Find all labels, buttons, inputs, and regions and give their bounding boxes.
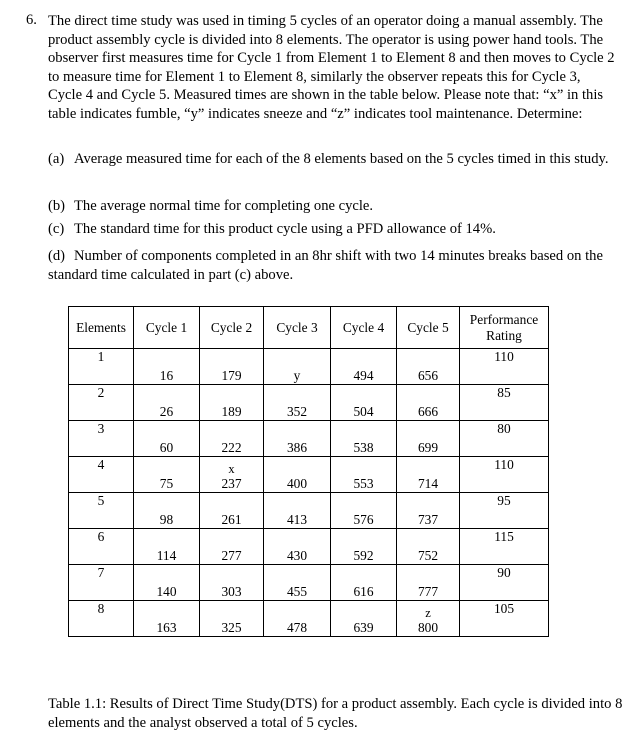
performance-rating-cell: 115 xyxy=(460,529,549,565)
header-cycle-2: Cycle 2 xyxy=(200,307,264,349)
cycle-3-value: 478 xyxy=(286,620,308,635)
cycle-2-value: 237 xyxy=(221,476,242,491)
cycle-5-cell xyxy=(397,529,460,565)
cycle-1-cell xyxy=(134,601,200,637)
part-c xyxy=(48,220,623,239)
cycle-4-cell xyxy=(331,601,397,637)
cycle-5-note: z xyxy=(425,606,431,620)
cycle-4-value: 538 xyxy=(353,440,374,455)
cycle-5-cell xyxy=(397,493,460,529)
cycle-4-value: 592 xyxy=(353,548,374,563)
cycle-4-value: 576 xyxy=(353,512,374,527)
table-header-row xyxy=(69,307,549,349)
cycle-3-value: 413 xyxy=(286,512,308,527)
cycle-2-cell xyxy=(200,601,264,637)
cycle-4-value: 494 xyxy=(353,368,374,383)
cycle-3-cell xyxy=(264,385,331,421)
cycle-3-cell xyxy=(264,349,331,385)
table-row xyxy=(69,493,549,529)
cycle-5-value: 800 xyxy=(417,620,439,635)
cycle-3-value: 455 xyxy=(286,584,308,599)
cycle-3-cell xyxy=(264,601,331,637)
cycle-4-cell xyxy=(331,529,397,565)
cycle-2-value: 222 xyxy=(221,440,242,455)
table-row xyxy=(69,385,549,421)
cycle-3-value: 430 xyxy=(286,548,308,563)
cycle-2-value: 303 xyxy=(221,584,242,599)
cycle-4-cell xyxy=(331,493,397,529)
cycle-5-value: 737 xyxy=(417,512,439,527)
header-cycle-5: Cycle 5 xyxy=(397,307,460,349)
cycle-1-value: 114 xyxy=(156,548,177,563)
cycle-5-cell xyxy=(397,457,460,493)
cycle-3-value: 386 xyxy=(286,440,308,455)
cycle-1-cell xyxy=(134,349,200,385)
cycle-2-cell xyxy=(200,529,264,565)
cycle-1-cell xyxy=(134,493,200,529)
table-caption: Table 1.1: Results of Direct Time Study(DTS) for a product assembly. Each cycle is divided into 8 elements and the analyst observed a total of 5 cycles. xyxy=(48,696,623,731)
cycle-2-value: 325 xyxy=(221,620,242,635)
table-row xyxy=(69,421,549,457)
cycle-3-cell xyxy=(264,529,331,565)
cycle-2-note: x xyxy=(228,462,235,476)
part-a xyxy=(48,150,623,169)
cycle-1-value: 98 xyxy=(159,512,174,527)
cycle-3-cell xyxy=(264,565,331,601)
cycle-4-value: 616 xyxy=(353,584,374,599)
cycle-5-value: 714 xyxy=(417,476,439,491)
cycle-2-value: 179 xyxy=(221,368,242,383)
header-cycle-4: Cycle 4 xyxy=(331,307,397,349)
table-row xyxy=(69,565,549,601)
part-d-label: (d) xyxy=(48,248,66,264)
cycle-1-value: 163 xyxy=(156,620,177,635)
part-b-text: The average normal time for completing one cycle. xyxy=(74,198,374,214)
cycle-3-cell xyxy=(264,421,331,457)
part-b xyxy=(48,197,623,216)
element-cell: 8 xyxy=(69,601,134,637)
part-d xyxy=(48,247,623,284)
cycle-1-value: 140 xyxy=(156,584,177,599)
cycle-1-cell xyxy=(134,385,200,421)
cycle-1-cell xyxy=(134,565,200,601)
cycle-5-cell xyxy=(397,565,460,601)
cycle-4-value: 639 xyxy=(353,620,374,635)
header-cycle-1: Cycle 1 xyxy=(134,307,200,349)
cycle-5-value: 777 xyxy=(417,584,439,599)
element-cell: 3 xyxy=(69,421,134,457)
cycle-4-cell xyxy=(331,565,397,601)
cycle-2-cell xyxy=(200,565,264,601)
cycle-5-value: 699 xyxy=(417,440,439,455)
performance-rating-cell: 110 xyxy=(460,457,549,493)
part-c-label: (c) xyxy=(48,221,65,237)
cycle-4-value: 504 xyxy=(353,404,374,419)
cycle-2-cell xyxy=(200,493,264,529)
cycle-1-value: 75 xyxy=(159,476,174,491)
cycle-2-value: 189 xyxy=(221,404,242,419)
time-study-table xyxy=(68,306,549,637)
cycle-4-cell xyxy=(331,385,397,421)
cycle-5-value: 666 xyxy=(417,404,439,419)
header-cycle-3: Cycle 3 xyxy=(264,307,331,349)
element-cell: 6 xyxy=(69,529,134,565)
cycle-2-cell xyxy=(200,457,264,493)
cycle-5-cell xyxy=(397,421,460,457)
header-elements: Elements xyxy=(69,307,134,349)
performance-rating-cell: 90 xyxy=(460,565,549,601)
cycle-4-cell xyxy=(331,421,397,457)
performance-rating-cell: 110 xyxy=(460,349,549,385)
cycle-5-cell xyxy=(397,385,460,421)
part-a-text: Average measured time for each of the 8 elements based on the 5 cycles timed in this study. xyxy=(74,151,609,167)
header-performance-rating: Performance Rating xyxy=(460,307,549,349)
part-d-text: Number of components completed in an 8hr shift with two 14 minutes breaks based on the standard time calculated in part (c) above. xyxy=(48,248,603,283)
part-b-label: (b) xyxy=(48,198,66,214)
cycle-3-value: y xyxy=(293,368,301,383)
cycle-5-value: 656 xyxy=(417,368,439,383)
cycle-4-cell xyxy=(331,349,397,385)
part-a-label: (a) xyxy=(48,151,65,167)
cycle-1-cell xyxy=(134,457,200,493)
cycle-4-cell xyxy=(331,457,397,493)
cycle-4-value: 553 xyxy=(353,476,374,491)
performance-rating-cell: 95 xyxy=(460,493,549,529)
table-row xyxy=(69,529,549,565)
cycle-3-cell xyxy=(264,493,331,529)
cycle-5-cell xyxy=(397,349,460,385)
performance-rating-cell: 105 xyxy=(460,601,549,637)
cycle-2-cell xyxy=(200,385,264,421)
table-row xyxy=(69,601,549,637)
cycle-2-value: 277 xyxy=(221,548,242,563)
cycle-2-cell xyxy=(200,421,264,457)
cycle-2-value: 261 xyxy=(221,512,242,527)
cycle-3-cell xyxy=(264,457,331,493)
element-cell: 2 xyxy=(69,385,134,421)
performance-rating-cell: 85 xyxy=(460,385,549,421)
cycle-1-value: 60 xyxy=(159,440,174,455)
performance-rating-cell: 80 xyxy=(460,421,549,457)
cycle-3-value: 352 xyxy=(286,404,308,419)
table-row xyxy=(69,349,549,385)
element-cell: 5 xyxy=(69,493,134,529)
cycle-1-cell xyxy=(134,529,200,565)
element-cell: 7 xyxy=(69,565,134,601)
part-c-text: The standard time for this product cycle using a PFD allowance of 14%. xyxy=(74,221,496,237)
element-cell: 1 xyxy=(69,349,134,385)
cycle-1-cell xyxy=(134,421,200,457)
cycle-5-cell xyxy=(397,601,460,637)
question-number: 6. xyxy=(26,12,37,28)
cycle-3-value: 400 xyxy=(286,476,308,491)
cycle-2-cell xyxy=(200,349,264,385)
question-text: The direct time study was used in timing 5 cycles of an operator doing a manual assembly. The product assembly cycle is divided into 8 elements. The operator is using power hand tools. The observer first measures time for Cycle 1 from Element 1 to Element 8 and then moves to Cycle 2 to measure time for Element 1 to Element 8, similarly the observer repeats this for Cycle 3, Cycle 4 and Cycle 5. Measured times are shown in the table below. Please note that: “x” in this table indicates fumble, “y” indicates sneeze and “z” indicates tool maintenance. Determine: xyxy=(48,13,615,122)
element-cell: 4 xyxy=(69,457,134,493)
cycle-5-value: 752 xyxy=(417,548,439,563)
cycle-1-value: 26 xyxy=(159,404,174,419)
cycle-1-value: 16 xyxy=(159,368,174,383)
table-row xyxy=(69,457,549,493)
